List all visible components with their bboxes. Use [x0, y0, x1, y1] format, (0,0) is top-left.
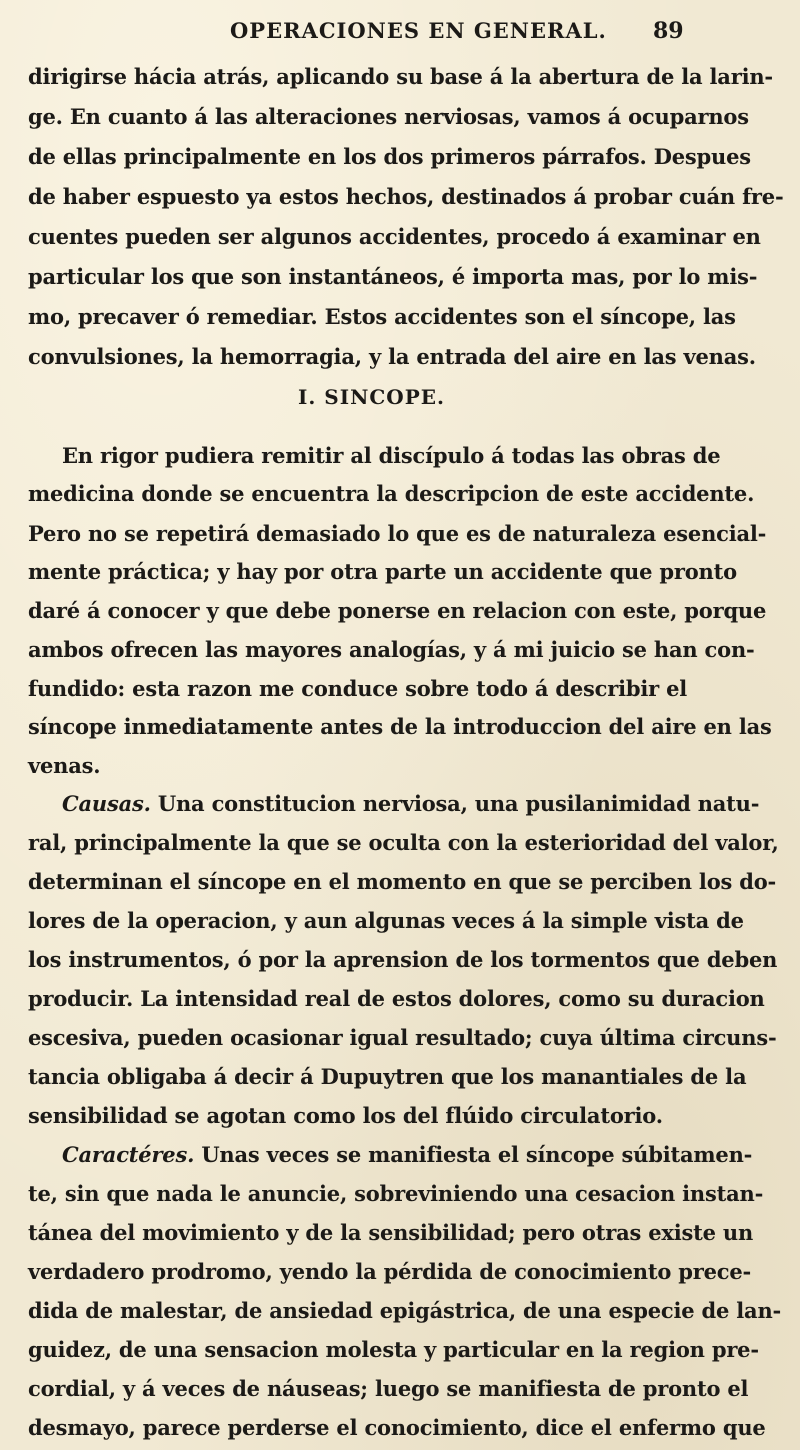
text-line: Pero no se repetirá demasiado lo que es de naturaleza esencial-	[28, 521, 767, 546]
text-line: guidez, de una sensacion molesta y particular en la region pre-	[28, 1337, 759, 1362]
text-line: medicina donde se encuentra la descripcion de este accidente.	[28, 481, 755, 506]
paragraph-label-causas: Causas.	[62, 791, 151, 816]
text-line: los instrumentos, ó por la aprension de los tormentos que deben	[28, 947, 778, 972]
text-line: escesiva, pueden ocasionar igual resultado; cuya última circuns-	[28, 1025, 777, 1050]
text-line: síncope inmediatamente antes de la introduccion del aire en las	[28, 714, 772, 739]
text-line: convulsiones, la hemorragia, y la entrada del aire en las venas.	[28, 344, 756, 369]
text-line: producir. La intensidad real de estos dolores, como su duracion	[28, 986, 765, 1011]
text-line: verdadero prodromo, yendo la pérdida de conocimiento prece-	[28, 1259, 752, 1284]
text-line: determinan el síncope en el momento en que se perciben los do-	[28, 869, 777, 894]
text-line: dirigirse hácia atrás, aplicando su base á la abertura de la larin-	[28, 64, 773, 89]
text-line: ambos ofrecen las mayores analogías, y á mi juicio se han con-	[28, 637, 755, 662]
text-line: mo, precaver ó remediar. Estos accidentes son el síncope, las	[28, 304, 736, 329]
text-line: lores de la operacion, y aun algunas veces á la simple vista de	[28, 908, 744, 933]
text-line: particular los que son instantáneos, é importa mas, por lo mis-	[28, 264, 758, 289]
text-line: cordial, y á veces de náuseas; luego se manifiesta de pronto el	[28, 1376, 749, 1401]
text-line: de haber espuesto ya estos hechos, destinados á probar cuán fre-	[28, 184, 784, 209]
text-span: Unas veces se manifiesta el síncope súbitamen-	[194, 1142, 753, 1167]
running-title: OPERACIONES EN GENERAL.	[230, 18, 607, 43]
text-line: tánea del movimiento y de la sensibilidad; pero otras existe un	[28, 1220, 754, 1245]
text-line	[62, 790, 762, 820]
text-line: En rigor pudiera remitir al discípulo á todas las obras de	[62, 443, 721, 468]
text-line: daré á conocer y que debe ponerse en relacion con este, porque	[28, 598, 767, 623]
text-span: Una constitucion nerviosa, una pusilanimidad natu-	[150, 791, 760, 816]
text-line: cuentes pueden ser algunos accidentes, procedo á examinar en	[28, 224, 761, 249]
section-heading: I. SINCOPE.	[298, 385, 445, 409]
text-line: mente práctica; y hay por otra parte un accidente que pronto	[28, 559, 737, 584]
paragraph-label-caracteres: Caractéres.	[62, 1142, 195, 1167]
text-line: ge. En cuanto á las alteraciones nerviosas, vamos á ocuparnos	[28, 104, 749, 129]
page-number: 89	[653, 18, 684, 44]
text-line: de ellas principalmente en los dos primeros párrafos. Despues	[28, 144, 751, 169]
running-head	[0, 18, 800, 52]
text-line: te, sin que nada le anuncie, sobreviniendo una cesacion instan-	[28, 1181, 764, 1206]
text-line: dida de malestar, de ansiedad epigástrica, de una especie de lan-	[28, 1298, 782, 1323]
text-line	[62, 1141, 762, 1171]
text-line: ral, principalmente la que se oculta con la esterioridad del valor,	[28, 830, 779, 855]
text-line: venas.	[28, 753, 101, 778]
text-line: sensibilidad se agotan como los del flúido circulatorio.	[28, 1103, 663, 1128]
text-line: fundido: esta razon me conduce sobre todo á describir el	[28, 676, 688, 701]
text-line: desmayo, parece perderse el conocimiento, dice el enfermo que	[28, 1415, 766, 1440]
text-line: tancia obligaba á decir á Dupuytren que los manantiales de la	[28, 1064, 747, 1089]
